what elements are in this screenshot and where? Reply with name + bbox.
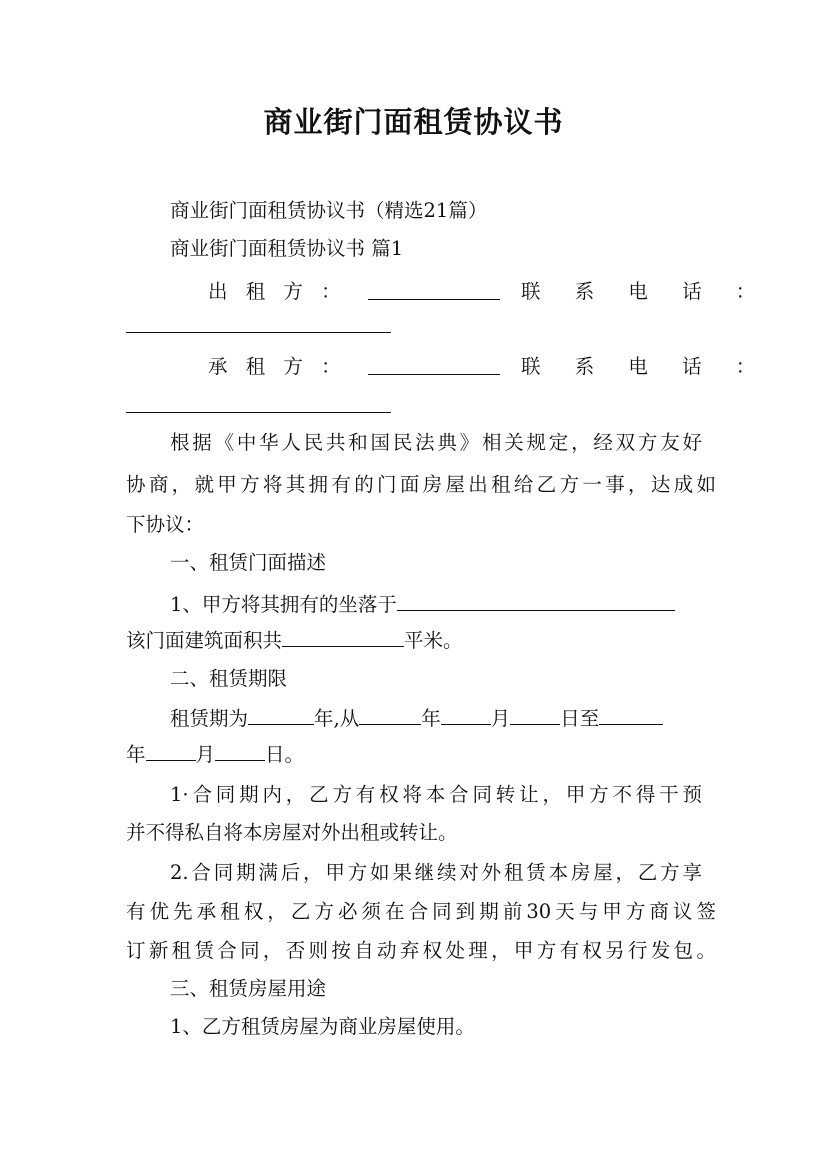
lessee-phone-blank [126, 412, 391, 413]
intro-line-1: 根据《中华人民共和国民法典》相关规定，经双方友好 [170, 431, 702, 454]
heading-rental-term: 二、租赁期限 [170, 667, 288, 690]
item-2-1-line-2: 并不得私自将本房屋对外出租或转让。 [126, 821, 458, 844]
end-day-blank [215, 740, 265, 761]
area-prefix: 该门面建筑面积共 [126, 629, 283, 652]
term-year-from: 年,从 [314, 707, 360, 730]
start-day-blank [510, 704, 560, 725]
intro-line-2: 协商，就甲方将其拥有的门面房屋出租给乙方一事，达成如 [126, 473, 716, 496]
location-blank [397, 590, 675, 611]
lessee-name-blank [368, 374, 500, 375]
item-1-1-prefix: 1、甲方将其拥有的坐落于 [170, 593, 397, 616]
item-2-2-line-3: 订新租赁合同，否则按自动弃权处理，甲方有权另行发包。 [126, 939, 716, 962]
document-title: 商业街门面租赁协议书 [263, 105, 564, 139]
lessor-label: 出 租 方 ： [208, 280, 347, 303]
lessor-name-blank [368, 299, 500, 300]
lessor-phone-label: 联 系 电 话 ： [521, 280, 770, 303]
term-prefix: 租赁期为 [170, 707, 249, 730]
area-blank [282, 626, 404, 647]
term-line-2 [126, 740, 716, 770]
document-subtitle: 商业街门面租赁协议书（精选21篇） [170, 199, 488, 222]
start-year-label: 年 [421, 707, 441, 730]
start-month-blank [441, 704, 491, 725]
intro-line-3: 下协议： [126, 513, 205, 536]
start-day-to: 日至 [560, 707, 600, 730]
heading-rental-description: 一、租赁门面描述 [170, 551, 327, 574]
lessee-label: 承 租 方 ： [208, 355, 347, 378]
end-year-blank [599, 704, 663, 725]
heading-rental-use: 三、租赁房屋用途 [170, 977, 327, 1000]
item-2-2-line-1: 2.合同期满后，甲方如果继续对外租赁本房屋，乙方享 [170, 861, 702, 884]
term-years-blank [248, 704, 314, 725]
start-month-label: 月 [490, 707, 511, 730]
lessor-phone-blank [126, 332, 391, 333]
end-day-label: 日。 [265, 743, 305, 766]
item-2-1-line-1: 1·合同期内，乙方有权将本合同转让，甲方不得干预 [170, 783, 702, 806]
end-month-blank [146, 740, 196, 761]
item-1-1-line-1 [170, 590, 760, 620]
start-year-blank [359, 704, 421, 725]
term-line-1 [170, 704, 760, 734]
item-2-2-line-2: 有优先承租权，乙方必须在合同到期前30天与甲方商议签 [126, 900, 716, 923]
section-heading: 商业街门面租赁协议书 篇1 [170, 237, 404, 260]
item-3-1: 1、乙方租赁房屋为商业房屋使用。 [170, 1015, 475, 1038]
end-year-label: 年 [126, 743, 146, 766]
item-1-1-line-2 [126, 626, 716, 656]
lessee-phone-label: 联 系 电 话 ： [521, 355, 770, 378]
end-month-label: 月 [195, 743, 216, 766]
area-suffix: 平米。 [404, 629, 463, 652]
